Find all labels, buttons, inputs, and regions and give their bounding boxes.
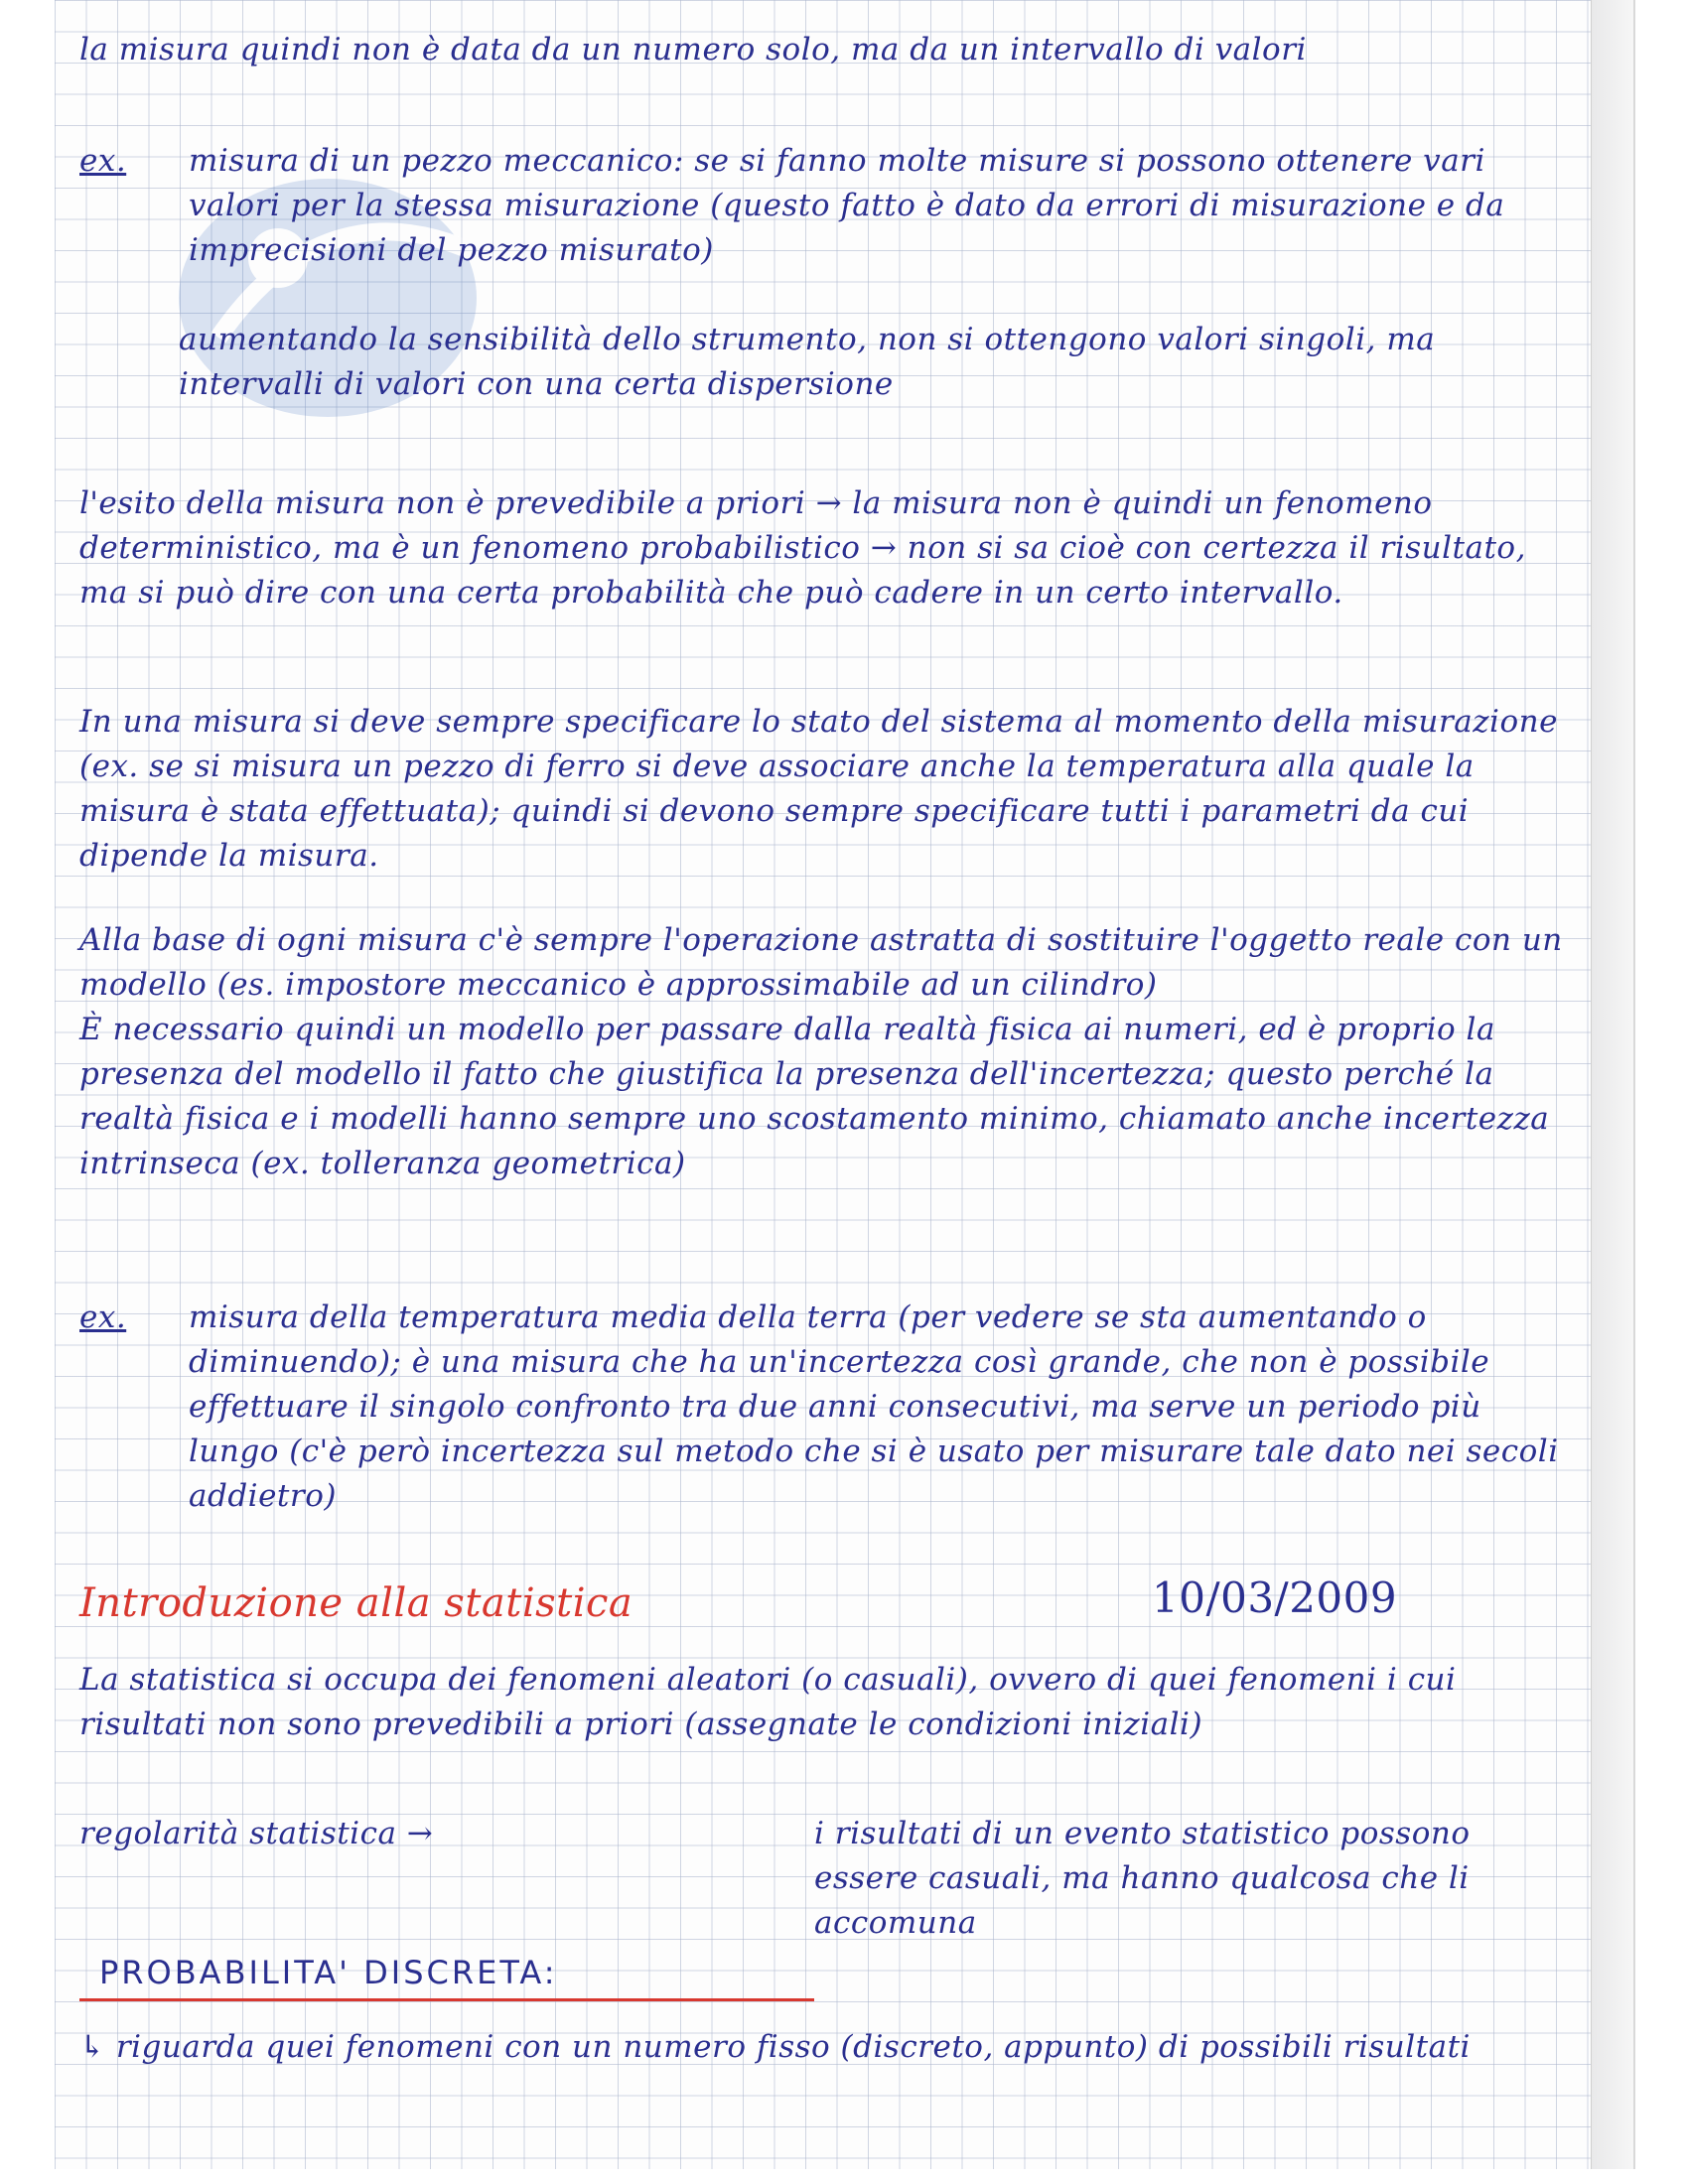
paragraph-example-pezzo: misura di un pezzo meccanico: se si fanno molte misure si possono ottenere vari valori per la stessa misurazione (questo fatto è dato da errori di misurazione e da imprecisioni del pezzo misurato) (189, 143, 1505, 268)
paragraph-esito: l'esito della misura non è prevedibile a priori → la misura non è quindi un fenomeno deterministico, ma è un fenomeno probabilistico → non si sa cioè con certezza il risultato, ma si può dire con una certa probabilità che può cadere in un certo intervallo. (79, 485, 1526, 611)
paragraph-intervallo: la misura quindi non è data da un numero solo, ma da un intervallo di valori (79, 32, 1307, 68)
paragraph-example-temperatura: misura della temperatura media della terra (per vedere se sta aumentando o diminuendo); è una misura che ha un'incertezza così grande, che non è possibile effettuare il singolo confronto tra due anni consecutivi, ma serve un periodo più lungo (c'è però incertezza sul metodo che si è usato per misurare tale dato nei secoli addietro) (189, 1299, 1559, 1514)
paragraph-probabilita-discreta: ↳ riguarda quei fenomeni con un numero fisso (discreto, appunto) di possibili risultati (79, 2029, 1471, 2065)
paragraph-sensibilita: aumentando la sensibilità dello strumento, non si ottengono valori singoli, ma intervalli di valori con una certa dispersione (179, 322, 1436, 402)
ex-label-1: ex. (79, 143, 127, 179)
paragraph-regolarita: i risultati di un evento statistico possono essere casuali, ma hanno qualcosa che li accomuna (814, 1816, 1471, 1941)
section-heading-statistica: Introduzione alla statistica (79, 1580, 633, 1626)
regolarita-label: regolarità statistica → (79, 1816, 434, 1851)
paragraph-statistica-definizione: La statistica si occupa dei fenomeni aleatori (o casuali), ovvero di quei fenomeni i cui risultati non sono prevedibili a priori (assegnate le condizioni iniziali) (79, 1662, 1457, 1742)
section-heading-probabilita-discreta: PROBABILITA' DISCRETA: (99, 1954, 558, 1991)
paragraph-stato-sistema: In una misura si deve sempre specificare lo stato del sistema al momento della misurazione (ex. se si misura un pezzo di ferro si deve associare anche la temperatura alla quale la misura è stata effettuata); quindi si devono sempre specificare tutti i parametri da cui dipende la misura. (79, 704, 1558, 874)
page-edge (1591, 0, 1633, 2169)
ex-label-2: ex. (79, 1299, 127, 1335)
heading-underline (79, 1998, 814, 2001)
date-label: 10/03/2009 (1152, 1573, 1398, 1622)
paragraph-modello: Alla base di ogni misura c'è sempre l'operazione astratta di sostituire l'oggetto reale con un modello (es. impostore meccanico è approssimabile ad un cilindro) È necessario quindi un modello per passare dalla realtà fisica ai numeri, ed è proprio la presenza del modello il fatto che giustifica la presenza dell'incertezza; questo perché la realtà fisica e i modelli hanno sempre uno scostamento minimo, chiamato anche incertezza intrinseca (ex. tolleranza geometrica) (79, 922, 1563, 1181)
